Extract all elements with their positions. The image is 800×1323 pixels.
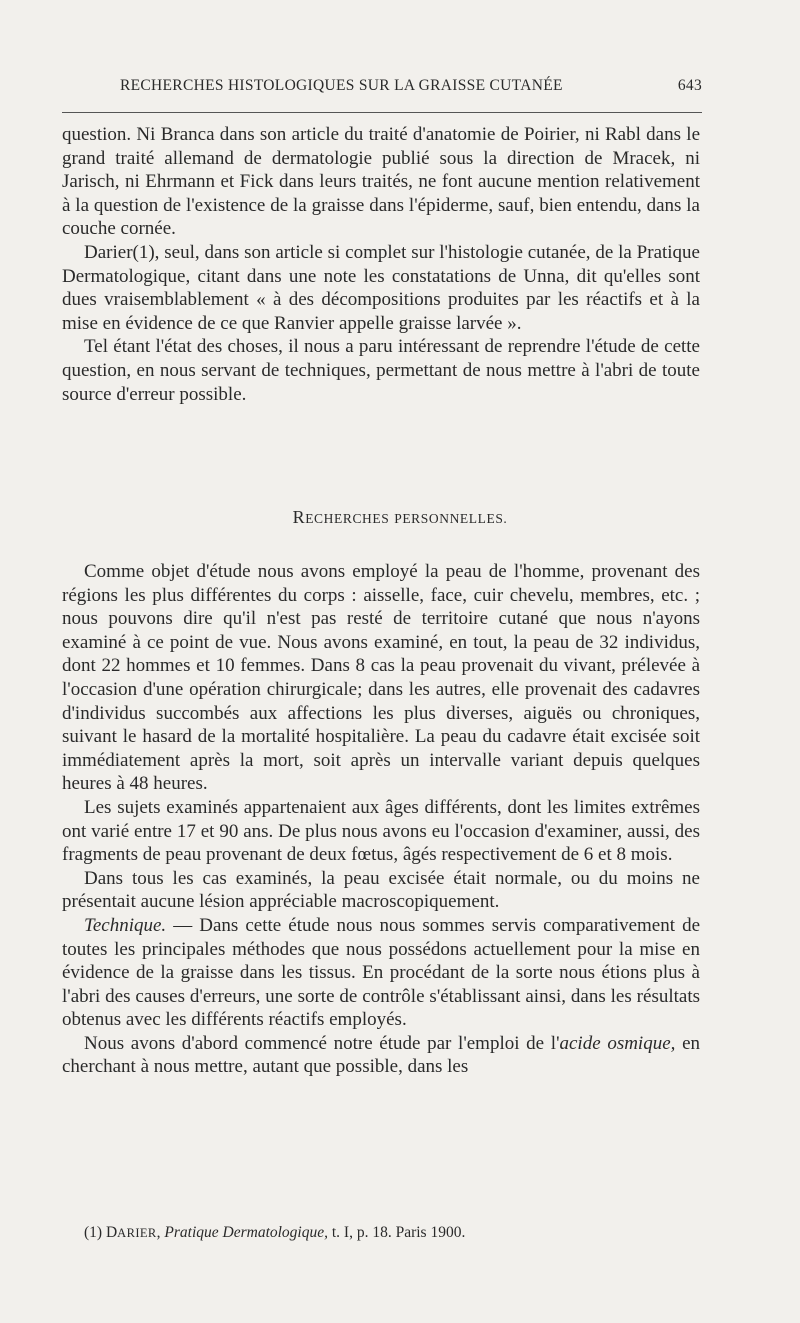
paragraph: Tel étant l'état des choses, il nous a paru intéressant de reprendre l'étude de cette question, en nous servant de techniques, permettant de nous mettre à l'abri de toute source d'erreur possible.: [62, 336, 700, 405]
heading-initial: R: [292, 507, 306, 527]
paragraph: Comme objet d'étude nous avons employé la peau de l'homme, provenant des régions les plus différentes du corps : aisselle, face, cuir chevelu, membres, etc. ; nous pouvons dire qu'il n'est pas resté de territoire cutané que nous n'ayons examiné à ce point de vue. Nous avons examiné, en tout, la peau de 32 individus, dont 22 hommes et 10 femmes. Dans 8 cas la peau provenait du vivant, prélevée à l'occasion d'une opération chirurgicale; dans les autres, elle provenait des cadavres d'individus succombés aux affections les plus diverses, aiguës ou chroniques, suivant le hasard de la mortalité hospitalière. La peau du cadavre était excisée soit immédiatement après la mort, soit après un intervalle variant depuis quelques heures à 48 heures.: [62, 561, 700, 795]
technique-text: — Dans cette étude nous nous sommes servis comparativement de toutes les principales méthodes que nous possédons actuellement pour la mise en évidence de la graisse dans les tissus. En procédant de la sorte nous étions plus à l'abri des causes d'erreurs, une sorte de contrôle s'établissant ainsi, dans les résultats obtenus avec les différents réactifs employés.: [62, 914, 700, 1031]
intro-text: [62, 123, 700, 406]
final-paragraph: [62, 1032, 700, 1079]
heading-word-1: ECHERCHES: [305, 511, 390, 526]
paragraph: question. Ni Branca dans son article du traité d'anatomie de Poirier, ni Rabl dans le grand traité allemand de dermatologie publié sous la direction de Mracek, ni Jarisch, ni Ehrmann et Fick dans leurs traités, ne font aucune mention relativement à la question de l'existence de la graisse dans l'épiderme, sauf, bien entendu, dans la couche cornée.: [62, 124, 700, 240]
paragraph: Dans tous les cas examinés, la peau excisée était normale, ou du moins ne présentait aucune lésion appréciable macroscopiquement.: [62, 867, 700, 913]
technique-label: Technique.: [84, 914, 167, 936]
footnote-work: Pratique Dermatologique,: [164, 1224, 328, 1241]
footnote-separator: ,: [156, 1224, 165, 1241]
final-text-after: en cherchant à nous mettre, autant que possible, dans les: [62, 1032, 701, 1078]
footnote-author: ARIER: [117, 1226, 157, 1240]
header-rule: [62, 112, 702, 113]
final-text-italic: acide osmique,: [559, 1032, 676, 1054]
footnote-marker: (1): [84, 1224, 106, 1241]
footnote: [84, 1224, 704, 1242]
paragraph: Darier(1), seul, dans son article si complet sur l'histologie cutanée, de la Pratique Dermatologique, citant dans une note les constatations de Unna, dit qu'elles sont dues vraisemblablement « à des décompositions produites par les réactifs et à la mise en évidence de ce que Ranvier appelle graisse larvée ».: [62, 241, 700, 334]
paragraph: Les sujets examinés appartenaient aux âges différents, dont les limites extrêmes ont varié entre 17 et 90 ans. De plus nous avons eu l'occasion d'examiner, aussi, des fragments de peau provenant de deux fœtus, âgés respectivement de 6 et 8 mois.: [62, 796, 700, 866]
section-heading: [0, 507, 800, 528]
technique-paragraph: [62, 914, 700, 1032]
heading-word-2: PERSONNELLES.: [394, 511, 508, 526]
footnote-author-initial: D: [105, 1224, 118, 1241]
section-text: [62, 560, 700, 1079]
page-number: 643: [677, 77, 702, 94]
footnote-reference: t. I, p. 18. Paris 1900.: [328, 1224, 466, 1241]
header-title: RECHERCHES HISTOLOGIQUES SUR LA GRAISSE CUTANÉE: [120, 77, 563, 94]
final-text-before: Nous avons d'abord commencé notre étude par l'emploi de l': [84, 1032, 560, 1054]
